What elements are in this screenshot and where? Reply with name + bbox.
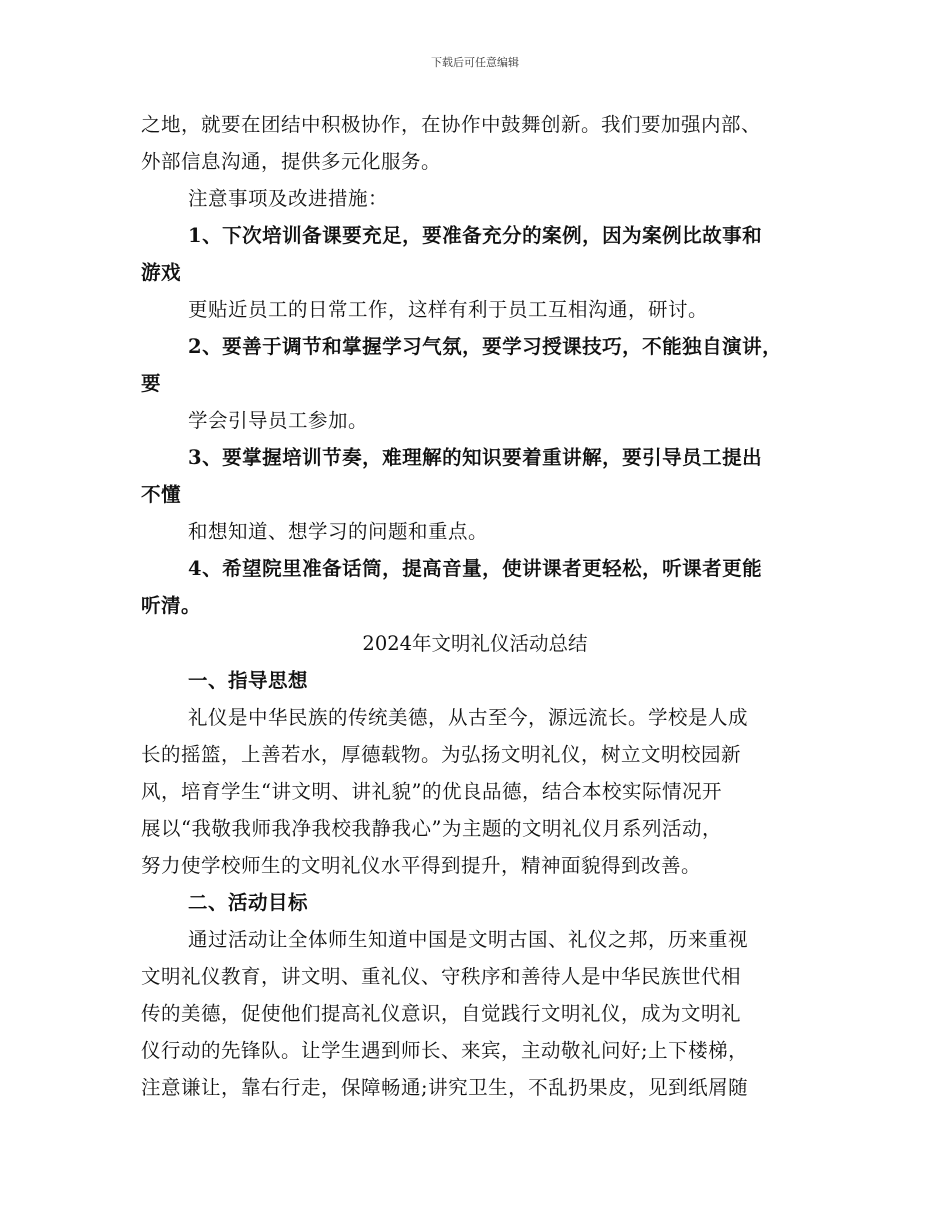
paragraph-line: 展以“我敬我师我净我校我静我心”为主题的文明礼仪月系列活动， [141, 817, 722, 840]
paragraph-line: 通过活动让全体师生知道中国是文明古国、礼仪之邦，历来重视 [188, 928, 749, 951]
body-text-line: 学会引导员工参加。 [188, 409, 369, 432]
numbered-item-3-cont: 不懂 [141, 483, 182, 506]
section-heading-2: 二、活动目标 [188, 891, 309, 914]
page-header: 下载后可任意编辑 [431, 56, 519, 69]
paragraph-line: 注意谦让，靠右行走，保障畅通;讲究卫生，不乱扔果皮，见到纸屑随 [141, 1076, 749, 1099]
section-label: 注意事项及改进措施： [188, 187, 389, 210]
numbered-item-4: 4、希望院里准备话筒，提高音量，使讲课者更轻松，听课者更能 [188, 557, 763, 580]
paragraph-line: 仪行动的先锋队。让学生遇到师长、来宾，主动敬礼问好;上下楼梯， [141, 1039, 749, 1062]
numbered-item-2: 2、要善于调节和掌握学习气氛，要学习授课技巧，不能独自演讲， [188, 335, 783, 358]
numbered-item-2-cont: 要 [141, 372, 162, 395]
numbered-item-1: 1、下次培训备课要充足，要准备充分的案例，因为案例比故事和 [188, 224, 763, 247]
body-text-line: 之地，就要在团结中积极协作，在协作中鼓舞创新。我们要加强内部、 [141, 113, 762, 136]
section-heading-1: 一、指导思想 [188, 669, 309, 692]
body-text-line: 更贴近员工的日常工作，这样有利于员工互相沟通，研讨。 [188, 298, 709, 321]
document-title: 2024年文明礼仪活动总结 [362, 632, 588, 655]
paragraph-line: 努力使学校师生的文明礼仪水平得到提升，精神面貌得到改善。 [141, 854, 702, 877]
body-text-line: 外部信息沟通，提供多元化服务。 [141, 150, 442, 173]
numbered-item-3: 3、要掌握培训节奏，难理解的知识要着重讲解，要引导员工提出 [188, 446, 763, 469]
paragraph-line: 礼仪是中华民族的传统美德，从古至今，源远流长。学校是人成 [188, 706, 749, 729]
paragraph-line: 风，培育学生“讲文明、讲礼貌”的优良品德，结合本校实际情况开 [141, 780, 722, 803]
numbered-item-1-cont: 游戏 [141, 261, 182, 284]
body-text-line: 和想知道、想学习的问题和重点。 [188, 520, 489, 543]
paragraph-line: 传的美德，促使他们提高礼仪意识，自觉践行文明礼仪，成为文明礼 [141, 1002, 742, 1025]
paragraph-line: 文明礼仪教育，讲文明、重礼仪、守秩序和善待人是中华民族世代相 [141, 965, 742, 988]
paragraph-line: 长的摇篮，上善若水，厚德载物。为弘扬文明礼仪，树立文明校园新 [141, 743, 742, 766]
numbered-item-4-cont: 听清。 [141, 594, 202, 617]
